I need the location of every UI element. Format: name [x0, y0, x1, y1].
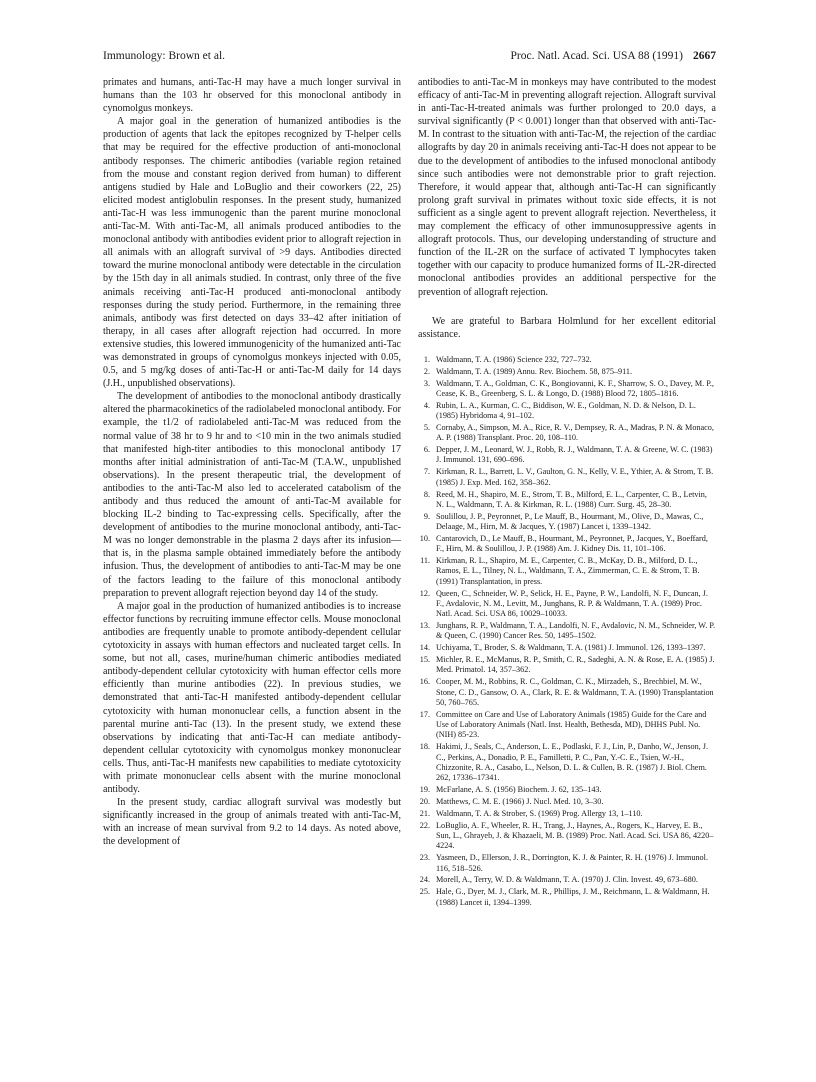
reference-number: 22.: [419, 820, 430, 830]
reference-number: 18.: [419, 742, 430, 752]
reference-item: [418, 621, 716, 642]
reference-text: Cornaby, A., Simpson, M. A., Rice, R. V., Dempsey, R. A., Madras, P. N. & Monaco, A. P. (1988) Transplant. Proc. 20, 108–110.: [436, 422, 714, 443]
reference-text: Cooper, M. M., Robbins, R. C., Goldman, C. K., Mirzadeh, S., Brechbiel, M. W., Stone, C. D., Gansow, O. A., Clark, R. E. & Waldmann, T. A. (1990) Transplantation 50, 760–765.: [436, 677, 714, 707]
reference-item: [418, 785, 716, 795]
page-number: 2667: [693, 50, 716, 62]
reference-number: 19.: [419, 785, 430, 795]
left-column: [103, 76, 401, 849]
reference-item: [418, 821, 716, 852]
reference-number: 12.: [419, 588, 430, 598]
reference-item: [418, 445, 716, 466]
reference-text: Reed, M. H., Shapiro, M. E., Strom, T. B., Milford, E. L., Carpenter, C. B., Letvin, N. L., Waldmann, T. A. & Kirkman, R. L. (1988) Curr. Surg. 45, 28–30.: [436, 489, 707, 509]
body-paragraph: A major goal in the generation of humanized antibodies is the production of agents that lack the epitopes recognized by T-helper cells that may be required for the effective production of anti-monoclonal antibody responses. The chimeric antibodies (variable region retained from the mouse and constant region derived from human) to different antigens studied by Hale and LoBuglio and their coworkers (22, 25) elicited modest antiglobulin responses. In the present study, humanized anti-Tac-H was less immunogenic than the parent murine monoclonal anti-Tac-M. With anti-Tac-M, all animals produced antibodies to the monoclonal antibody with antibodies evident prior to allograft rejection in all animals with an allograft survival of >9 days. Antibodies directed toward the murine monoclonal antibody were detectable in the circulation by the 15th day in all animals studied. In contrast, only three of the five animals receiving anti-Tac-H produced anti-monoclonal antibody responses during the study period. Furthermore, in the remaining three animals, antibody was first detected on days 33–42 after initiation of therapy, in all cases after allograft rejection had occurred. In more extensive studies, this lowered immunogenicity of the humanized anti-Tac was demonstrated in groups of cynomolgus monkeys injected with 0.05, 0.5, and 5 mg/kg doses of anti-Tac-H or anti-Tac-M daily for 14 days (J.H., unpublished observations).: [103, 116, 401, 390]
reference-item: [418, 677, 716, 708]
reference-number: 15.: [419, 655, 430, 665]
reference-item: [418, 797, 716, 807]
reference-text: Waldmann, T. A. & Strober, S. (1969) Prog. Allergy 13, 1–110.: [436, 808, 643, 818]
journal-name: Proc. Natl. Acad. Sci. USA 88 (1991): [510, 50, 683, 62]
reference-text: Waldmann, T. A., Goldman, C. K., Bongiovanni, K. F., Sharrow, S. O., Davey, M. P., Cease, K. B., Greenberg, S. L. & Longo, D. (1988) Blood 72, 1805–1816.: [436, 378, 714, 398]
reference-number: 20.: [419, 796, 430, 806]
reference-text: Uchiyama, T., Broder, S. & Waldmann, T. A. (1981) J. Immunol. 126, 1393–1397.: [436, 643, 706, 653]
reference-text: McFarlane, A. S. (1956) Biochem. J. 62, 135–143.: [436, 785, 602, 795]
reference-number: 14.: [419, 643, 430, 653]
reference-item: [418, 423, 716, 444]
reference-item: [418, 401, 716, 422]
reference-item: [418, 710, 716, 741]
reference-text: Rubin, L. A., Kurman, C. C., Biddison, W. E., Goldman, N. D. & Nelson, D. L. (1985) Hybridoma 4, 91–102.: [436, 400, 696, 421]
reference-number: 16.: [419, 677, 430, 687]
body-paragraph: A major goal in the production of humanized antibodies is to increase effector functions by recruiting immune effector cells. Mouse monoclonal antibodies are frequently unable to promote antibody-dependent cellular cytotoxicity in assays with human effectors and nucleated target cells. In some, but not all, cases, murine/human chimeric antibodies mediated antibody-dependent cellular cytotoxicity with human effector cells more efficiently than murine antibodies (22). In previous studies, we demonstrated that anti-Tac-H manifested antibody-dependent cellular cytotoxicity with human mononuclear cells, a function absent in the parental murine anti-Tac (13). In the present study, we extend these observations by indicating that anti-Tac-H can mediate antibody-dependent cellular cytotoxicity with cynomolgus monkey mononuclear cells. Thus, anti-Tac-H manifests new capabilities to mediate cytotoxicity with primate mononuclear cells absent with the murine monoclonal antibody.: [103, 600, 401, 796]
reference-item: [418, 875, 716, 885]
reference-text: Soulillou, J. P., Peyronnet, P., Le Mauff, B., Hourmant, M., Olive, D., Mawas, C., Delaage, M., Hirn, M. & Jacques, Y. (1987) Lancet i, 1339–1342.: [436, 511, 704, 531]
body-paragraph: antibodies to anti-Tac-M in monkeys may have contributed to the modest efficacy of anti-Tac-M in preventing allograft rejection. Allograft survival in anti-Tac-H-treated animals was further prolonged to 20.0 days, a survival significantly (P < 0.001) longer than that observed with anti-Tac-M. In contrast to the situation with anti-Tac-M, the rejection of the cardiac allografts by day 20 in animals receiving anti-Tac-H does not appear to be due to the development of antibodies to the infused monoclonal antibody since such antibodies were not demonstrable prior to graft rejection. Therefore, it would appear that, although anti-Tac-H can significantly prolong graft survival in primates without toxic side effects, it is not sufficient as a single agent to prevent allograft rejection. Nevertheless, it may complement the efficacy of other immunosuppressive agents in allograft protocols. Thus, our developing understanding of structure and function of the IL-2R on the surface of activated T lymphocytes taken together with our capacity to produce humanized forms of IL-2R-directed monoclonal antibodies provides an additional perspective for the prevention of allograft rejection.: [418, 77, 716, 298]
reference-item: [418, 887, 716, 908]
acknowledgment: We are grateful to Barbara Holmlund for her excellent editorial assistance.: [418, 315, 716, 340]
reference-number: 3.: [423, 378, 430, 388]
reference-item: [418, 534, 716, 555]
reference-number: 24.: [419, 875, 430, 885]
reference-text: Hale, G., Dyer, M. J., Clark, M. R., Phillips, J. M., Reichmann, L. & Waldmann, H. (1988) Lancet ii, 1394–1399.: [436, 887, 710, 907]
reference-number: 8.: [423, 489, 430, 499]
reference-text: Matthews, C. M. E. (1966) J. Nucl. Med. 10, 3–30.: [436, 796, 604, 806]
reference-number: 21.: [419, 808, 430, 818]
reference-item: [418, 643, 716, 653]
right-column: [418, 76, 716, 909]
reference-item: [418, 556, 716, 587]
reference-number: 11.: [420, 556, 430, 566]
reference-item: [418, 655, 716, 676]
running-title: Immunology: Brown et al.: [103, 50, 226, 62]
body-paragraph: The development of antibodies to the monoclonal antibody drastically altered the pharmacokinetics of the radiolabeled monoclonal antibody. For example, the t1/2 of radiolabeled anti-Tac-M was reduced from the normal value of 38 hr to 9 hr and to <10 min in the two animals studied that manifested high-titer antibodies to this monoclonal antibody 17 months after initial administration of anti-Tac-M (T.A.W., unpublished observations). In the present therapeutic trial, the development of antibodies to the anti-Tac-M also led to accelerated catabolism of the antibody and thus reduced the amount of anti-Tac-M available for blocking IL-2 binding to Tac-expressing cells. Specifically, after the development of antibodies to the murine monoclonal antibody, anti-Tac-M was no longer demonstrable in the plasma 2 days after its infusion—that is, in the plasma sample obtained immediately before the antibody infusion. Thus, the development of antibodies to anti-Tac-M may be one of the factors leading to the failure of this monoclonal antibody preparation to prevent allograft rejection beyond day 14 of the study.: [103, 391, 401, 599]
reference-text: Cantarovich, D., Le Mauff, B., Hourmant, M., Peyronnet, P., Jacques, Y., Boeffard, F., Hirn, M. & Soulillou, J. P. (1988) Am. J. Kidney Dis. 11, 101–106.: [436, 533, 708, 554]
reference-number: 5.: [423, 422, 430, 432]
journal-citation: [511, 50, 716, 62]
reference-text: Queen, C., Schneider, W. P., Selick, H. E., Payne, P. W., Landolfi, N. F., Duncan, J. F., Avdalovic, N. M., Levitt, M., Junghans, R. P. & Waldmann, T. A. (1989) Proc. Natl. Acad. Sci. USA 86, 10029–10033.: [436, 588, 708, 619]
reference-number: 6.: [423, 445, 430, 455]
reference-number: 25.: [419, 887, 430, 897]
body-paragraph: In the present study, cardiac allograft survival was modestly but significantly increased in the group of animals treated with anti-Tac-M, with an increase of mean survival from 9.2 to 14 days. As noted above, the development of: [103, 797, 401, 848]
reference-number: 10.: [419, 533, 430, 543]
reference-number: 23.: [419, 853, 430, 863]
reference-text: Kirkman, R. L., Barrett, L. V., Gaulton, G. N., Kelly, V. E., Ythier, A. & Strom, T. B. (1985) J. Exp. Med. 162, 358–362.: [436, 467, 714, 487]
reference-number: 1.: [423, 354, 430, 364]
reference-number: 17.: [419, 709, 430, 719]
reference-text: Hakimi, J., Seals, C., Anderson, L. E., Podlaski, F. J., Lin, P., Danho, W., Jenson, J. C., Perkins, A., Donadio, P. E., Familletti, P. C., Pan, Y.-C. E., Tsien, W.-H., Chizzonite, R. A., Casabo, L., Nelson, D. L. & Cullen, B. R. (1987) J. Biol. Chem. 262, 17336–17341.: [436, 742, 709, 783]
reference-text: Morell, A., Terry, W. D. & Waldmann, T. A. (1970) J. Clin. Invest. 49, 673–680.: [436, 875, 698, 885]
reference-text: Kirkman, R. L., Shapiro, M. E., Carpenter, C. B., McKay, D. B., Milford, D. L., Ramos, E. L., Tilney, N. L., Waldmann, T. A., Zimmerman, C. E. & Strom, T. B. (1991) Transplantation, in press.: [436, 556, 700, 586]
reference-item: [418, 589, 716, 620]
reference-text: Committee on Care and Use of Laboratory Animals (1985) Guide for the Care and Use of Laboratory Animals (Natl. Inst. Health, Bethesda, MD), DHHS Publ. No. (NIH) 85-23.: [436, 709, 707, 740]
reference-item: [418, 742, 716, 783]
body-paragraph: primates and humans, anti-Tac-H may have a much longer survival in humans than the 103 hr observed for this monoclonal antibody in cynomolgus monkeys.: [103, 77, 401, 115]
reference-item: [418, 379, 716, 400]
reference-text: Waldmann, T. A. (1986) Science 232, 727–732.: [436, 354, 592, 364]
reference-number: 7.: [423, 467, 430, 477]
reference-number: 13.: [419, 621, 430, 631]
reference-number: 2.: [423, 366, 430, 376]
reference-item: [418, 367, 716, 377]
reference-text: Michler, R. E., McManus, R. P., Smith, C. R., Sadeghi, A. N. & Rose, E. A. (1985) J. Med. Primatol. 14, 357–362.: [436, 655, 715, 675]
reference-item: [418, 512, 716, 533]
reference-text: Junghans, R. P., Waldmann, T. A., Landolfi, N. F., Avdalovic, N. M., Schneider, W. P. & Queen, C. (1990) Cancer Res. 50, 1495–1502.: [436, 621, 716, 641]
reference-item: [418, 490, 716, 511]
reference-number: 4.: [423, 400, 430, 410]
reference-item: [418, 809, 716, 819]
page-header: [103, 50, 716, 68]
reference-list: [418, 355, 716, 908]
reference-item: [418, 467, 716, 488]
reference-number: 9.: [423, 511, 430, 521]
reference-text: Yasmeen, D., Ellerson, J. R., Dorrington, K. J. & Painter, R. H. (1976) J. Immunol. 116, 518–526.: [436, 853, 708, 873]
reference-text: LoBuglio, A. F., Wheeler, R. H., Trang, J., Haynes, A., Rogers, K., Harvey, E. B., Sun, L., Ghrayeb, J. & Khazaeli, M. B. (1989) Proc. Natl. Acad. Sci. USA 86, 4220–4224.: [436, 820, 714, 851]
reference-text: Waldmann, T. A. (1989) Annu. Rev. Biochem. 58, 875–911.: [436, 366, 633, 376]
reference-item: [418, 355, 716, 365]
reference-text: Depper, J. M., Leonard, W. J., Robb, R. J., Waldmann, T. A. & Greene, W. C. (1983) J. Immunol. 131, 690–696.: [436, 445, 713, 465]
reference-item: [418, 853, 716, 874]
